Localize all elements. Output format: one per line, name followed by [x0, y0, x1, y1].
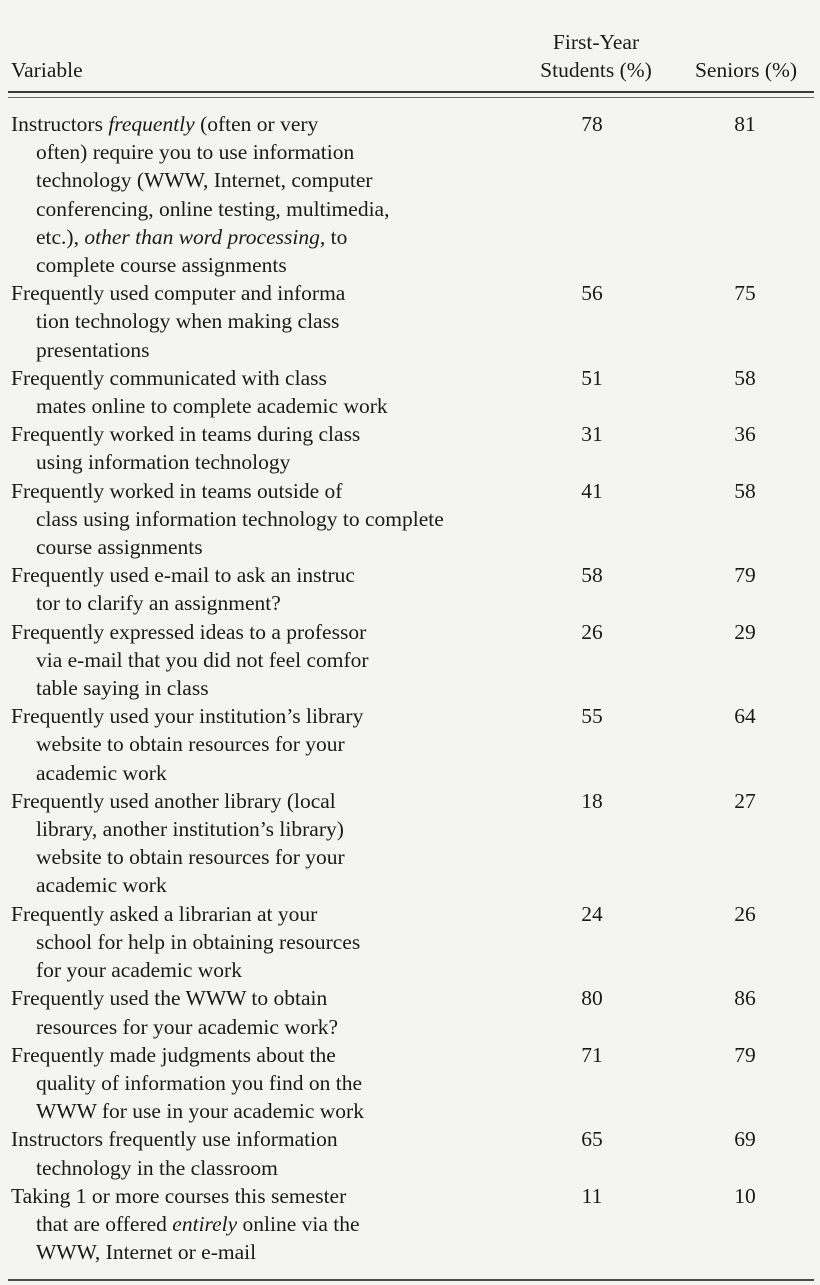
plain-text: that are offered: [36, 1211, 173, 1236]
footer-rule-row: [0, 1276, 820, 1285]
variable-text-line: [11, 646, 516, 674]
header-double-rule: [8, 91, 814, 98]
variable-text-line: [11, 561, 516, 589]
variable-text-line: [11, 759, 516, 787]
cell-seniors-percent: 86: [734, 986, 756, 1011]
column-header-first-year-students: [520, 28, 672, 88]
plain-text: class using information technology to complete: [36, 506, 444, 531]
plain-text: Frequently asked a librarian at your: [11, 901, 318, 926]
plain-text: Frequently worked in teams during class: [11, 422, 361, 447]
cell-seniors-percent: 27: [734, 788, 756, 813]
plain-text: table saying in class: [36, 676, 209, 701]
header-rule-row: [0, 88, 820, 97]
variable-text-line: [11, 843, 516, 871]
footer-rule-cell: [0, 1276, 820, 1285]
cell-first-year-percent: 56: [581, 281, 603, 306]
plain-text: technology in the classroom: [36, 1155, 278, 1180]
variable-text-line: [11, 392, 516, 420]
variable-text-line: [11, 1154, 516, 1182]
plain-text: for your academic work: [36, 958, 242, 983]
cell-first-year-percent: 18: [581, 788, 603, 813]
variable-text-line: [11, 1041, 516, 1069]
cell-first-year-percent: 78: [581, 112, 603, 136]
header-rule-cell: [0, 88, 820, 97]
table-row: [0, 97, 820, 279]
table-row: [0, 364, 820, 420]
plain-text: Frequently used e-mail to ask an instruc: [11, 563, 355, 588]
column-header-seniors-label: Seniors (%): [694, 58, 798, 82]
plain-text: WWW, Internet or e-mail: [36, 1240, 257, 1265]
table-row: [0, 1041, 820, 1126]
plain-text: via e-mail that you did not feel comfor: [36, 647, 369, 672]
variable-text-line: [11, 871, 516, 899]
variable-text-line: [11, 730, 516, 758]
variable-text-line: [11, 1125, 516, 1153]
emphasis-text: frequently: [108, 112, 195, 136]
variable-text-line: [11, 1182, 516, 1210]
table-row: [0, 984, 820, 1040]
table-header: [0, 0, 820, 97]
cell-variable-description: [0, 618, 520, 703]
variable-text-line: [11, 1097, 516, 1125]
plain-text: website to obtain resources for your: [36, 845, 345, 870]
variable-text-line: [11, 618, 516, 646]
header-row: [0, 28, 820, 88]
cell-seniors-percent: 64: [734, 704, 756, 729]
table-row: [0, 1125, 820, 1181]
plain-text: resources for your academic work?: [36, 1014, 339, 1039]
variable-text-line: [11, 477, 516, 505]
plain-text: , to: [319, 224, 348, 249]
plain-text: complete course assignments: [36, 253, 287, 278]
plain-text: academic work: [36, 873, 167, 898]
variable-text-line: [11, 279, 516, 307]
plain-text: Instructors: [11, 112, 109, 136]
cell-seniors-percent: 58: [734, 478, 756, 503]
plain-text: Instructors frequently use information: [11, 1127, 338, 1152]
cell-variable-description: [0, 1041, 520, 1126]
cell-variable-description: [0, 1182, 520, 1277]
column-header-variable: Variable: [11, 58, 83, 82]
plain-text: tor to clarify an assignment?: [36, 591, 281, 616]
cell-first-year-percent: 24: [581, 901, 603, 926]
variable-text-line: [11, 420, 516, 448]
variable-text-line: [11, 110, 516, 138]
cell-variable-description: [0, 279, 520, 364]
variable-text-line: [11, 138, 516, 166]
cell-first-year-percent: 65: [581, 1127, 603, 1152]
cell-variable-description: [0, 984, 520, 1040]
plain-text: Frequently expressed ideas to a professor: [11, 619, 367, 644]
cell-seniors-percent: 79: [734, 1042, 756, 1067]
plain-text: online via the: [237, 1211, 360, 1236]
table-row: [0, 1182, 820, 1277]
header-spacer-cell: [0, 0, 520, 28]
variable-text-line: [11, 505, 516, 533]
cell-variable-description: [0, 97, 520, 279]
plain-text: technology (WWW, Internet, computer: [36, 168, 373, 193]
plain-text: WWW for use in your academic work: [36, 1099, 364, 1124]
variable-text-line: [11, 1013, 516, 1041]
variable-text-line: [11, 589, 516, 617]
plain-text: Frequently made judgments about the: [11, 1042, 336, 1067]
plain-text: quality of information you find on the: [36, 1070, 363, 1095]
cell-seniors-percent: 58: [734, 365, 756, 390]
cell-variable-description: [0, 420, 520, 476]
plain-text: library, another institution’s library): [36, 817, 344, 842]
variable-text-line: [11, 166, 516, 194]
column-header-seniors: [672, 28, 820, 88]
plain-text: conferencing, online testing, multimedia,: [36, 196, 390, 221]
table-row: [0, 561, 820, 617]
plain-text: Taking 1 or more courses this semester: [11, 1183, 347, 1208]
variable-text-line: [11, 364, 516, 392]
variable-text-line: [11, 195, 516, 223]
header-spacer-row: [0, 0, 820, 28]
header-spacer-cell: [672, 0, 820, 28]
plain-text: course assignments: [36, 535, 203, 560]
cell-variable-description: [0, 787, 520, 900]
variable-text-line: [11, 928, 516, 956]
variable-text-line: [11, 1069, 516, 1097]
emphasis-text: entirely: [172, 1211, 238, 1236]
variable-text-line: [11, 1238, 516, 1266]
cell-first-year-percent: 41: [581, 478, 603, 503]
variable-text-line: [11, 448, 516, 476]
plain-text: school for help in obtaining resources: [36, 929, 361, 954]
column-header-first-year-line1: First-Year: [552, 30, 640, 54]
plain-text: mates online to complete academic work: [36, 394, 388, 419]
variable-text-line: [11, 900, 516, 928]
cell-variable-description: [0, 364, 520, 420]
variable-text-line: [11, 336, 516, 364]
cell-seniors-percent: 75: [734, 281, 756, 306]
table-row: [0, 279, 820, 364]
cell-seniors-percent: 10: [734, 1183, 756, 1208]
variable-text-line: [11, 702, 516, 730]
cell-first-year-percent: 58: [581, 563, 603, 588]
column-header-first-year-line2: Students (%): [540, 58, 652, 82]
table-row: [0, 900, 820, 985]
table-bottom-rule: [8, 1279, 814, 1281]
plain-text: presentations: [36, 337, 150, 362]
cell-first-year-percent: 55: [581, 704, 603, 729]
plain-text: tion technology when making class: [36, 309, 340, 334]
cell-variable-description: [0, 561, 520, 617]
cell-seniors-percent: 79: [734, 563, 756, 588]
table-row: [0, 787, 820, 900]
variable-text-line: [11, 307, 516, 335]
plain-text: Frequently used computer and informa: [11, 281, 346, 306]
cell-first-year-percent: 71: [581, 1042, 603, 1067]
cell-seniors-percent: 29: [734, 619, 756, 644]
plain-text: often) require you to use information: [36, 140, 355, 165]
plain-text: Frequently used the WWW to obtain: [11, 986, 328, 1011]
table-footer: [0, 1276, 820, 1285]
cell-variable-description: [0, 702, 520, 787]
plain-text: Frequently worked in teams outside of: [11, 478, 343, 503]
variable-text-line: [11, 984, 516, 1012]
cell-seniors-percent: 69: [734, 1127, 756, 1152]
plain-text: Frequently communicated with class: [11, 365, 327, 390]
cell-first-year-percent: 26: [581, 619, 603, 644]
cell-seniors-percent: 81: [734, 112, 756, 136]
variable-text-line: [11, 251, 516, 279]
table-row: [0, 420, 820, 476]
cell-seniors-percent: 26: [734, 901, 756, 926]
cell-first-year-percent: 11: [581, 1183, 603, 1208]
plain-text: using information technology: [36, 450, 291, 475]
table-body: [0, 97, 820, 1276]
cell-variable-description: [0, 900, 520, 985]
variable-text-line: [11, 815, 516, 843]
plain-text: Frequently used another library (local: [11, 788, 336, 813]
table-row: [0, 702, 820, 787]
variable-text-line: [11, 956, 516, 984]
variable-text-line: [11, 533, 516, 561]
table-row: [0, 477, 820, 562]
cell-variable-description: [0, 477, 520, 562]
variable-text-line: [11, 787, 516, 815]
cell-variable-description: [0, 1125, 520, 1181]
variable-text-line: [11, 674, 516, 702]
cell-first-year-percent: 80: [581, 986, 603, 1011]
variable-text-line: [11, 1210, 516, 1238]
plain-text: (often or very: [194, 112, 319, 136]
cell-first-year-percent: 51: [581, 365, 603, 390]
cell-seniors-percent: 36: [734, 422, 756, 447]
plain-text: etc.),: [36, 224, 85, 249]
plain-text: website to obtain resources for your: [36, 732, 345, 757]
emphasis-text: other than word processing: [84, 224, 320, 249]
variable-text-line: [11, 223, 516, 251]
plain-text: Frequently used your institution’s library: [11, 704, 364, 729]
plain-text: academic work: [36, 760, 167, 785]
cell-first-year-percent: 31: [581, 422, 603, 447]
table-row: [0, 618, 820, 703]
header-spacer-cell: [520, 0, 672, 28]
